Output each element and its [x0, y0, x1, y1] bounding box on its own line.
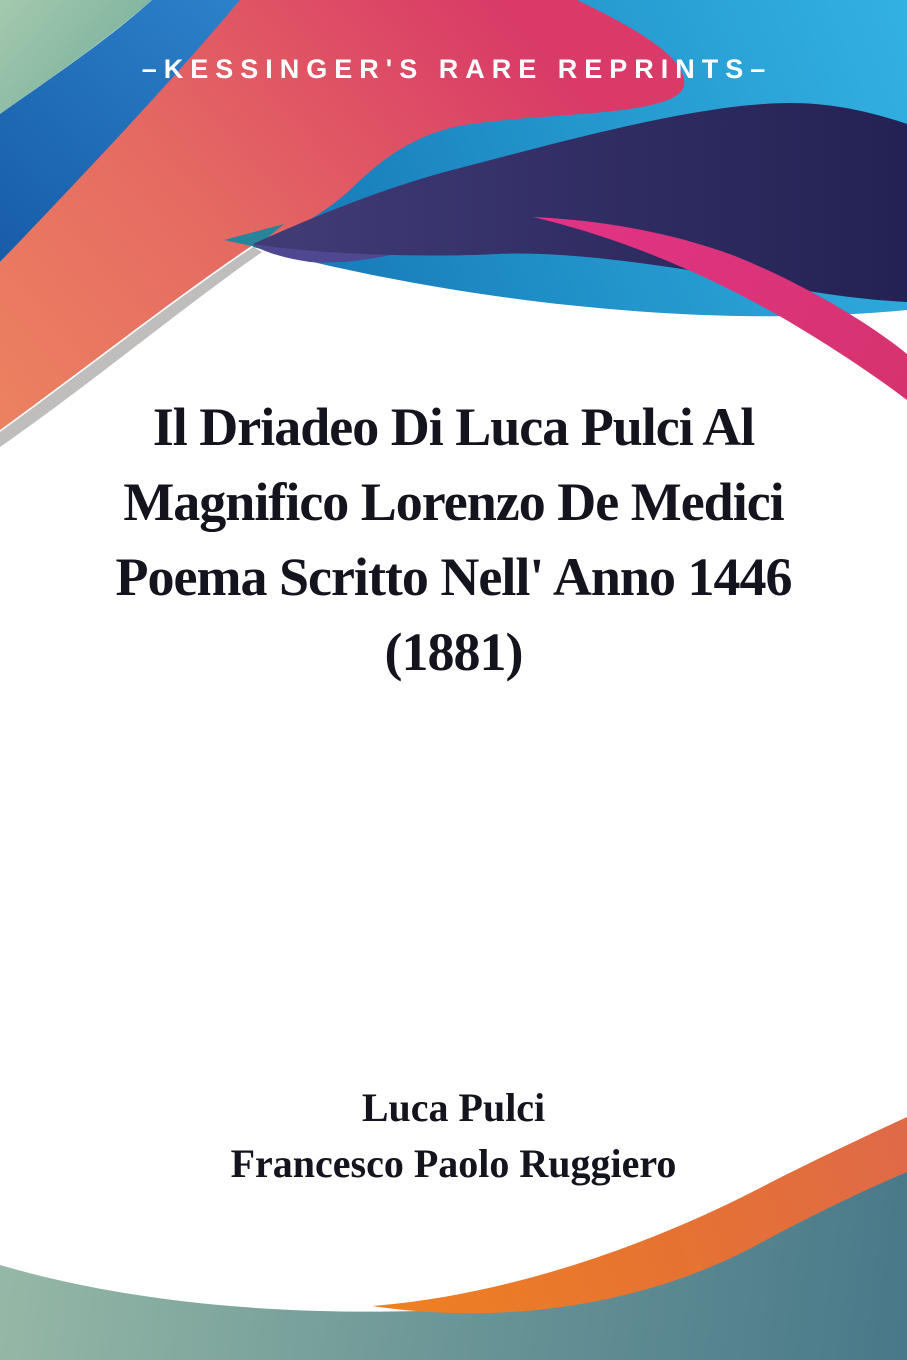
- title-line-4: (1881): [384, 622, 523, 682]
- title-line-3: Poema Scritto Nell' Anno 1446: [115, 547, 792, 607]
- author-1: Luca Pulci: [361, 1085, 546, 1130]
- title-line-1: Il Driadeo Di Luca Pulci Al: [152, 397, 755, 457]
- book-title: [0, 390, 907, 690]
- bottom-cover-decoration-graphic: [0, 1100, 907, 1360]
- author-2: Francesco Paolo Ruggiero: [230, 1141, 677, 1186]
- publisher-banner: –KESSINGER'S RARE REPRINTS–: [141, 54, 773, 84]
- title-line-2: Magnifico Lorenzo De Medici: [123, 472, 784, 532]
